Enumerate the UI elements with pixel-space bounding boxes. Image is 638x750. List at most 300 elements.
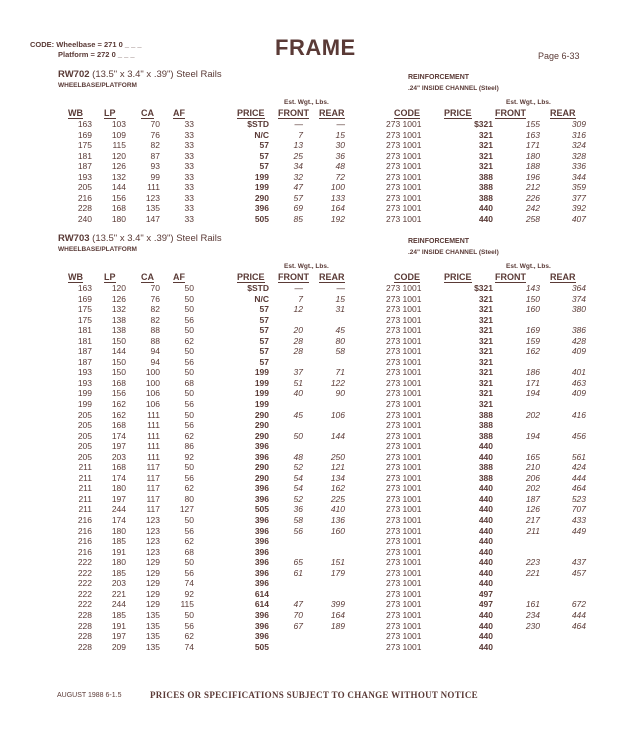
table-row: [231, 182, 345, 193]
cell-rear: [303, 441, 345, 452]
table-row: [58, 578, 194, 589]
table-row: [58, 557, 194, 568]
table-row: [58, 642, 194, 653]
cell-price: 396: [254, 631, 269, 642]
cell-ca: 111: [147, 430, 160, 441]
table-row: [231, 388, 345, 399]
cell-rprice: 388: [478, 472, 493, 483]
cell-code: 273 1001: [386, 140, 422, 151]
cell-af: 50: [184, 557, 194, 568]
cell-wb: 211: [78, 462, 92, 473]
cell-price: 396: [254, 203, 269, 214]
cell-af: 33: [184, 140, 194, 151]
cell-lp: 203: [111, 578, 126, 589]
cell-rear: 162: [330, 483, 345, 494]
table-row: [58, 119, 194, 130]
cell-front: 65: [293, 557, 303, 568]
table-row: [386, 526, 586, 537]
table-row: [231, 367, 345, 378]
cell-af: 74: [184, 578, 194, 589]
cell-rfront: 234: [525, 609, 540, 620]
cell-price: 57: [259, 346, 269, 357]
cell-rear: [303, 315, 345, 326]
cell-ca: 123: [145, 525, 160, 536]
cell-price: 57: [259, 161, 269, 172]
table-row: [231, 547, 345, 558]
cell-front: 13: [293, 140, 303, 151]
cell-code: 273 1001: [386, 203, 422, 214]
cell-rfront: 159: [525, 335, 540, 346]
cell-front: [269, 420, 303, 431]
cell-rprice: 440: [478, 620, 493, 631]
section1-subtitle: WHEELBASE/PLATFORM: [58, 82, 137, 89]
table-row: [231, 642, 345, 653]
cell-af: 50: [184, 409, 194, 420]
cell-rfront: 187: [525, 493, 540, 504]
cell-af: 33: [184, 129, 194, 140]
cell-rprice: 440: [478, 578, 493, 589]
cell-wb: 169: [77, 129, 92, 140]
cell-wb: 187: [77, 346, 92, 357]
cell-rprice: 440: [478, 451, 493, 462]
table-row: [386, 441, 586, 452]
footer-date: AUGUST 1988 6-1.5: [57, 692, 122, 699]
cell-rrear: 328: [571, 150, 586, 161]
table-row: [231, 161, 345, 172]
cell-front: 54: [293, 483, 303, 494]
table-row: [386, 388, 586, 399]
cell-rprice: 321: [478, 293, 493, 304]
table-row: [386, 304, 586, 315]
table-row: [231, 483, 345, 494]
table-row: [231, 420, 345, 431]
cell-af: 62: [184, 335, 194, 346]
table-row: [386, 536, 586, 547]
section1-price-table: [231, 119, 345, 224]
cell-rear: 133: [330, 192, 345, 203]
cell-rfront: 126: [525, 504, 540, 515]
table-row: [386, 589, 586, 600]
cell-code: 273 1001: [386, 150, 422, 161]
cell-af: 50: [184, 325, 194, 336]
cell-price: 199: [254, 171, 269, 182]
table-row: [231, 378, 345, 389]
table-row: [386, 346, 586, 357]
cell-rrear: 324: [571, 140, 586, 151]
cell-rrear: 456: [571, 430, 586, 441]
cell-rear: 225: [330, 493, 345, 504]
cell-rprice: 440: [478, 525, 493, 536]
table-row: [386, 631, 586, 642]
table-row: [58, 568, 194, 579]
cell-lp: 150: [111, 356, 126, 367]
cell-wb: 163: [77, 283, 92, 293]
cell-ca: 129: [145, 599, 160, 610]
cell-rear: 151: [330, 557, 345, 568]
table-row: [58, 610, 194, 621]
cell-wb: 216: [77, 515, 92, 526]
cell-front: 25: [293, 150, 303, 161]
cell-rfront: 221: [525, 567, 540, 578]
cell-rfront: 169: [525, 325, 540, 336]
col-rfront: FRONT: [495, 108, 526, 118]
cell-rprice: 388: [478, 430, 493, 441]
cell-rfront: [493, 547, 540, 558]
cell-af: 62: [184, 483, 194, 494]
cell-rfront: 212: [525, 182, 540, 193]
table-row: [58, 203, 194, 214]
cell-rrear: [540, 399, 586, 410]
cell-rear: —: [336, 119, 345, 129]
cell-rear: 45: [335, 325, 345, 336]
cell-rear: [303, 578, 345, 589]
cell-rfront: 223: [525, 557, 540, 568]
cell-rprice: $321: [474, 283, 493, 293]
table-row: [231, 130, 345, 141]
cell-af: 74: [184, 641, 194, 652]
table-row: [58, 357, 194, 368]
cell-af: 56: [184, 420, 194, 431]
cell-rrear: 386: [571, 325, 586, 336]
cell-rfront: 194: [525, 388, 540, 399]
cell-lp: 126: [111, 293, 126, 304]
cell-rrear: [540, 589, 586, 600]
cell-ca: 135: [145, 203, 160, 214]
cell-code: 273 1001: [386, 129, 422, 140]
cell-ca: 76: [150, 293, 160, 304]
table-row: [58, 193, 194, 204]
table-row: [386, 294, 586, 305]
table-row: [386, 578, 586, 589]
cell-ca: 111: [147, 420, 160, 431]
cell-ca: 82: [150, 314, 160, 325]
cell-af: 33: [184, 203, 194, 214]
cell-rfront: [493, 642, 540, 653]
table-row: [58, 304, 194, 315]
table-row: [386, 203, 586, 214]
cell-lp: 168: [111, 203, 126, 214]
cell-rprice: 388: [478, 409, 493, 420]
col-ca: CA: [141, 108, 154, 118]
cell-price: 57: [259, 325, 269, 336]
cell-code: 273 1001: [386, 631, 422, 642]
table-row: [231, 526, 345, 537]
cell-code: 273 1001: [386, 451, 422, 462]
section2-est-header: Est. Wgt., Lbs.: [284, 263, 329, 270]
cell-rprice: 440: [478, 546, 493, 557]
cell-af: 80: [184, 493, 194, 504]
cell-rear: 30: [335, 140, 345, 151]
cell-rear: 106: [330, 409, 345, 420]
table-row: [231, 346, 345, 357]
cell-code: 273 1001: [386, 346, 422, 357]
table-row: [58, 214, 194, 225]
cell-code: 273 1001: [386, 377, 422, 388]
cell-ca: 135: [145, 631, 160, 642]
cell-ca: 76: [150, 129, 160, 140]
cell-code: 273 1001: [386, 388, 422, 399]
section1-est-header: Est. Wgt., Lbs.: [284, 99, 329, 106]
cell-front: 57: [293, 192, 303, 203]
cell-lp: 168: [111, 462, 126, 473]
table-row: [231, 610, 345, 621]
cell-rfront: 161: [525, 599, 540, 610]
cell-rprice: 321: [478, 399, 493, 410]
cell-af: 50: [184, 293, 194, 304]
table-row: [231, 494, 345, 505]
cell-rrear: 359: [571, 182, 586, 193]
cell-ca: 82: [150, 140, 160, 151]
col-ca: CA: [141, 272, 154, 282]
cell-rear: 15: [335, 129, 345, 140]
table-row: [386, 642, 586, 653]
cell-rprice: 388: [478, 182, 493, 193]
cell-af: 62: [184, 430, 194, 441]
table-row: [231, 568, 345, 579]
cell-rrear: 364: [571, 283, 586, 293]
cell-ca: 111: [147, 409, 160, 420]
cell-rprice: 321: [478, 314, 493, 325]
cell-price: 57: [259, 356, 269, 367]
cell-rprice: 321: [478, 161, 493, 172]
cell-code: 273 1001: [386, 304, 422, 315]
cell-lp: 138: [111, 314, 126, 325]
cell-af: 92: [184, 451, 194, 462]
cell-front: [269, 315, 303, 326]
cell-price: 396: [254, 483, 269, 494]
cell-af: 56: [184, 472, 194, 483]
cell-af: 56: [184, 399, 194, 410]
cell-lp: 144: [111, 182, 126, 193]
cell-rrear: [540, 547, 586, 558]
cell-code: 273 1001: [386, 546, 422, 557]
col-lp: LP: [104, 272, 116, 282]
cell-ca: 123: [145, 192, 160, 203]
cell-wb: 205: [77, 430, 92, 441]
cell-wb: 175: [77, 140, 92, 151]
cell-rear: 122: [330, 377, 345, 388]
cell-wb: 228: [77, 641, 92, 652]
table-row: [386, 568, 586, 579]
cell-code: 273 1001: [386, 641, 422, 652]
cell-rfront: 188: [525, 161, 540, 172]
section2-reinforcement-table: [386, 283, 586, 652]
section2-subtitle: WHEELBASE/PLATFORM: [58, 246, 137, 253]
col-rfront: FRONT: [495, 272, 526, 282]
cell-rear: 410: [330, 504, 345, 515]
cell-front: 58: [293, 515, 303, 526]
cell-rrear: 409: [571, 388, 586, 399]
cell-price: N/C: [254, 129, 269, 140]
cell-rfront: 180: [525, 150, 540, 161]
table-row: [58, 483, 194, 494]
cell-lp: 180: [111, 525, 126, 536]
cell-af: 33: [184, 150, 194, 161]
cell-lp: 244: [111, 599, 126, 610]
table-row: [386, 621, 586, 632]
table-row: [58, 130, 194, 141]
cell-rprice: 321: [478, 129, 493, 140]
cell-code: 273 1001: [386, 430, 422, 441]
cell-rrear: 464: [571, 620, 586, 631]
cell-rprice: 388: [478, 462, 493, 473]
cell-rfront: 163: [525, 129, 540, 140]
cell-af: 56: [184, 567, 194, 578]
table-row: [231, 214, 345, 225]
cell-rear: 192: [330, 213, 345, 224]
cell-rprice: 440: [478, 609, 493, 620]
cell-front: 51: [293, 377, 303, 388]
cell-price: 396: [254, 620, 269, 631]
table-row: [231, 462, 345, 473]
cell-af: 33: [184, 182, 194, 193]
cell-rprice: 388: [478, 192, 493, 203]
table-row: [231, 441, 345, 452]
cell-rrear: 344: [571, 171, 586, 182]
cell-rrear: 561: [571, 451, 586, 462]
section2-code: RW703: [58, 233, 90, 244]
cell-code: 273 1001: [386, 578, 422, 589]
table-row: [231, 325, 345, 336]
section2-price-table: [231, 283, 345, 652]
cell-lp: 132: [111, 304, 126, 315]
col-rprice: PRICE: [444, 272, 472, 282]
cell-ca: 117: [146, 472, 160, 483]
cell-code: 273 1001: [386, 441, 422, 452]
cell-rfront: 150: [525, 293, 540, 304]
cell-ca: 94: [150, 356, 160, 367]
cell-rrear: 416: [571, 409, 586, 420]
cell-af: 62: [184, 631, 194, 642]
cell-rear: 134: [330, 472, 345, 483]
section1-reinforcement-table: [386, 119, 586, 224]
cell-rrear: 433: [571, 515, 586, 526]
cell-wb: 163: [77, 119, 92, 129]
cell-rprice: 440: [478, 536, 493, 547]
cell-wb: 222: [77, 599, 92, 610]
cell-wb: 222: [77, 567, 92, 578]
cell-price: 614: [254, 588, 269, 599]
cell-rprice: 440: [478, 631, 493, 642]
cell-rprice: 440: [478, 515, 493, 526]
cell-front: 45: [293, 409, 303, 420]
cell-front: 7: [298, 293, 303, 304]
cell-rfront: 206: [525, 472, 540, 483]
cell-wb: 205: [77, 182, 92, 193]
cell-rrear: [540, 315, 586, 326]
cell-rfront: 230: [525, 620, 540, 631]
table-row: [58, 410, 194, 421]
cell-ca: 123: [145, 546, 160, 557]
cell-lp: 180: [111, 557, 126, 568]
cell-rear: 179: [330, 567, 345, 578]
table-row: [386, 119, 586, 130]
table-row: [386, 367, 586, 378]
col-price: PRICE: [237, 108, 265, 118]
table-row: [231, 452, 345, 463]
cell-lp: 174: [111, 472, 126, 483]
cell-front: 52: [293, 462, 303, 473]
table-row: [386, 161, 586, 172]
cell-rfront: [493, 536, 540, 547]
cell-rear: 58: [335, 346, 345, 357]
cell-rfront: 217: [525, 515, 540, 526]
table-row: [231, 193, 345, 204]
table-row: [231, 536, 345, 547]
cell-ca: 135: [145, 609, 160, 620]
cell-wb: 181: [77, 325, 92, 336]
cell-code: 273 1001: [386, 161, 422, 172]
cell-rrear: 707: [571, 504, 586, 515]
table-row: [386, 151, 586, 162]
table-row: [386, 483, 586, 494]
section1-code: RW702: [58, 69, 90, 80]
cell-rprice: 321: [478, 150, 493, 161]
cell-rear: 136: [330, 515, 345, 526]
cell-rprice: 388: [478, 171, 493, 182]
col-rear: REAR: [319, 108, 345, 118]
cell-rear: [303, 631, 345, 642]
col-wb: WB: [68, 272, 83, 282]
col-wb: WB: [68, 108, 83, 118]
cell-rrear: 523: [571, 493, 586, 504]
section2-dimension-table: [58, 283, 194, 652]
cell-wb: 216: [77, 525, 92, 536]
cell-wb: 181: [77, 335, 92, 346]
cell-price: 199: [254, 399, 269, 410]
cell-rear: 144: [330, 430, 345, 441]
table-row: [58, 452, 194, 463]
cell-lp: 150: [111, 367, 126, 378]
table-row: [231, 473, 345, 484]
cell-rprice: 440: [478, 641, 493, 652]
cell-wb: 187: [77, 356, 92, 367]
cell-price: 396: [254, 451, 269, 462]
cell-front: 40: [293, 388, 303, 399]
cell-rear: —: [336, 283, 345, 293]
cell-wb: 205: [77, 441, 92, 452]
cell-rprice: 321: [478, 140, 493, 151]
table-row: [58, 399, 194, 410]
cell-rear: 80: [335, 335, 345, 346]
cell-code: 273 1001: [386, 367, 422, 378]
cell-wb: 205: [77, 451, 92, 462]
table-row: [386, 140, 586, 151]
table-row: [58, 367, 194, 378]
table-row: [58, 589, 194, 600]
cell-rear: [303, 420, 345, 431]
table-row: [231, 399, 345, 410]
table-row: [386, 515, 586, 526]
table-row: [58, 621, 194, 632]
cell-wb: 193: [77, 377, 92, 388]
section1-reinf-title: REINFORCEMENT: [408, 74, 470, 81]
table-row: [58, 504, 194, 515]
col-code: CODE: [394, 108, 421, 118]
cell-price: 199: [254, 367, 269, 378]
page-title: FRAME: [275, 35, 356, 60]
table-row: [231, 140, 345, 151]
cell-rprice: 321: [478, 377, 493, 388]
cell-wb: 175: [77, 314, 92, 325]
cell-code: 273 1001: [386, 493, 422, 504]
cell-lp: 138: [111, 325, 126, 336]
cell-ca: 117: [146, 504, 160, 515]
cell-price: 290: [254, 462, 269, 473]
cell-lp: 221: [111, 588, 126, 599]
cell-price: N/C: [254, 293, 269, 304]
cell-wb: 205: [77, 409, 92, 420]
